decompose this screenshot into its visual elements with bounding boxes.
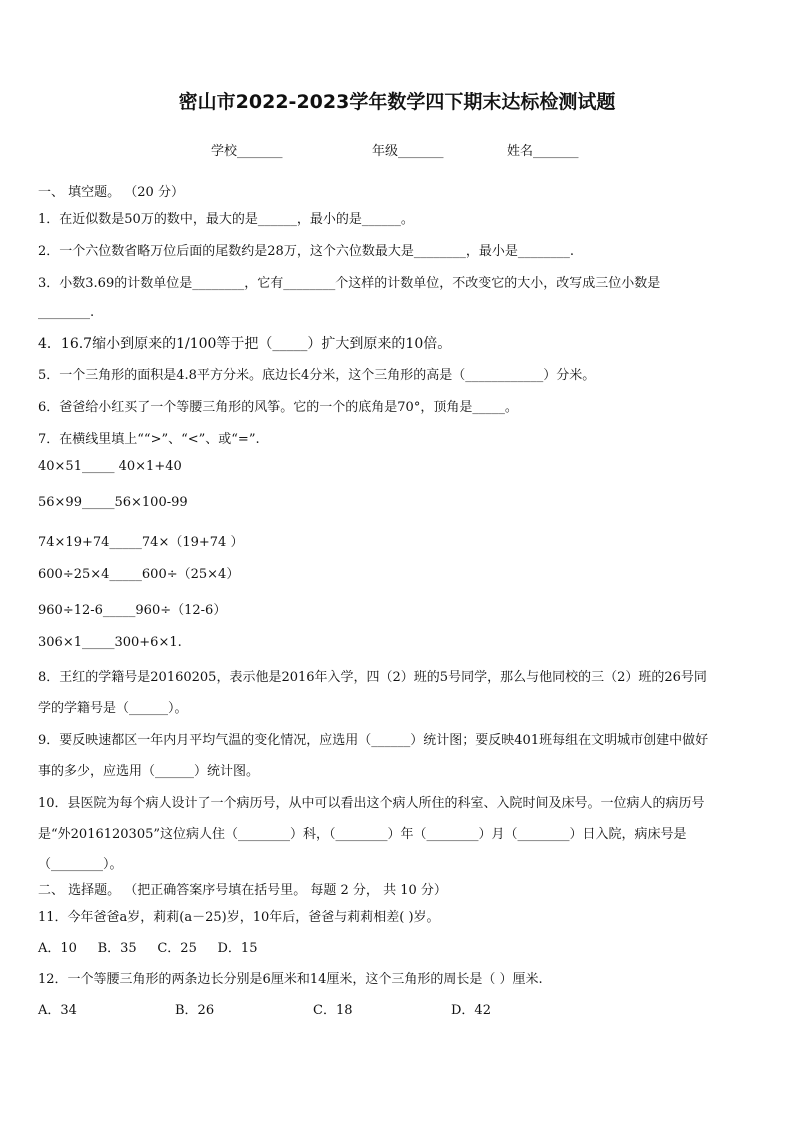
question-7-item-4: 600÷25×4_____600÷（25×4） bbox=[38, 567, 240, 582]
question-6: 6．爸爸给小红买了一个等腰三角形的风筝。它的一个的底角是70°，顶角是_____。 bbox=[38, 400, 518, 415]
school-field: 学校_______ bbox=[211, 144, 283, 159]
question-11: 11．今年爸爸a岁，莉莉(a－25)岁，10年后，爸爸与莉莉相差( )岁。 bbox=[38, 910, 440, 925]
question-9-cont: 事的多少，应选用（______）统计图。 bbox=[38, 764, 260, 779]
question-12-option-a: A．34 bbox=[38, 1003, 77, 1018]
page-title: 密山市2022-2023学年数学四下期末达标检测试题 bbox=[178, 91, 616, 113]
question-8-cont: 学的学籍号是（______）。 bbox=[38, 701, 188, 716]
question-12-option-b: B．26 bbox=[175, 1003, 215, 1018]
question-10: 10．县医院为每个病人设计了一个病历号，从中可以看出这个病人所住的科室、入院时间及床号。一位病人的病历号 bbox=[38, 796, 705, 811]
question-1: 1．在近似数是50万的数中，最大的是______，最小的是______。 bbox=[38, 212, 414, 227]
question-11-options: A．10 B．35 C．25 D．15 bbox=[38, 941, 258, 956]
question-7-item-2: 56×99_____56×100-99 bbox=[38, 495, 188, 510]
question-2: 2．一个六位数省略万位后面的尾数约是28万，这个六位数最大是________，最小是________. bbox=[38, 244, 574, 259]
question-7: 7．在横线里填上““>”、“<”、或“=”. bbox=[38, 432, 260, 447]
question-3: 3．小数3.69的计数单位是________，它有________个这样的计数单位，不改变它的大小，改写成三位小数是 bbox=[38, 276, 661, 291]
grade-field: 年级_______ bbox=[372, 144, 444, 159]
question-7-item-5: 960÷12-6_____960÷（12-6） bbox=[38, 603, 227, 618]
question-12: 12．一个等腰三角形的两条边长分别是6厘米和14厘米，这个三角形的周长是（ ）厘米. bbox=[38, 972, 543, 987]
question-12-option-c: C．18 bbox=[313, 1003, 353, 1018]
question-12-option-d: D．42 bbox=[451, 1003, 491, 1018]
section-multiple-choice: 二、 选择题。 （把正确答案序号填在括号里。 每题 2 分， 共 10 分） bbox=[38, 883, 447, 898]
name-field: 姓名_______ bbox=[507, 144, 579, 159]
section-fill-blank: 一、 填空题。 （20 分） bbox=[38, 185, 184, 200]
question-9: 9．要反映速都区一年内月平均气温的变化情况，应选用（______）统计图；要反映401班每组在文明城市创建中做好 bbox=[38, 733, 709, 748]
question-7-item-1: 40×51_____ 40×1+40 bbox=[38, 459, 182, 474]
question-10-cont-2: （________）。 bbox=[38, 857, 123, 872]
question-5: 5．一个三角形的面积是4.8平方分米。底边长4分米，这个三角形的高是（____________）分米。 bbox=[38, 368, 596, 383]
question-3-cont: ________. bbox=[38, 305, 95, 320]
question-10-cont: 是“外2016120305”这位病人住（________）科，（________）年（________）月（________）日入院，病床号是 bbox=[38, 827, 687, 842]
question-7-item-6: 306×1_____300+6×1. bbox=[38, 635, 182, 650]
question-8: 8．王红的学籍号是20160205，表示他是2016年入学，四（2）班的5号同学，那么与他同校的三（2）班的26号同 bbox=[38, 670, 707, 685]
question-4: 4．16.7缩小到原来的1/100等于把（_____）扩大到原来的10倍。 bbox=[38, 336, 452, 352]
question-7-item-3: 74×19+74_____74×（19+74 ） bbox=[38, 535, 244, 550]
